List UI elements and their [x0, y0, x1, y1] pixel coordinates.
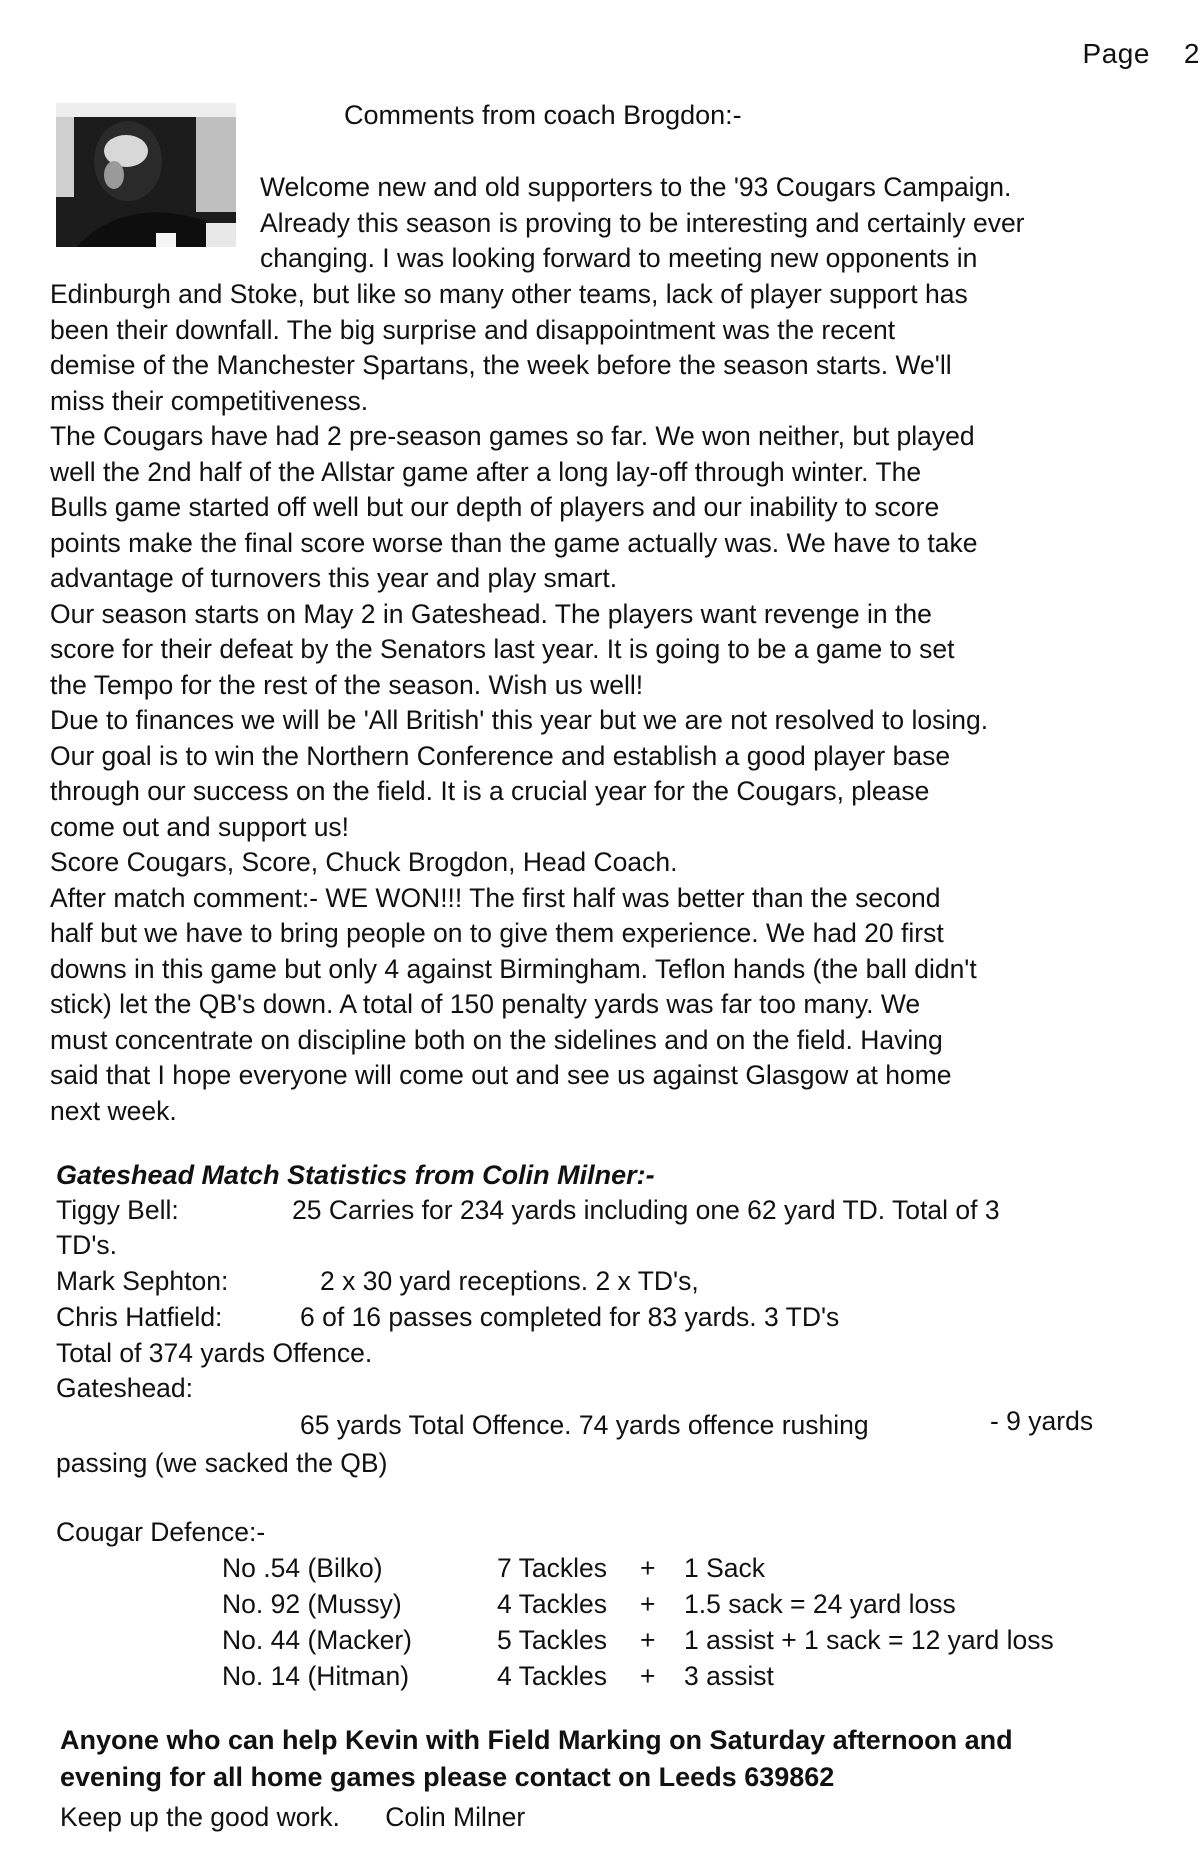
defence-plus: + [640, 1661, 656, 1691]
signoff-name: Colin Milner [385, 1802, 526, 1832]
body-line: been their downfall. The big surprise and disappointment was the recent [50, 314, 896, 345]
defence-extra: 1 Sack [684, 1553, 766, 1583]
body-line: score for their defeat by the Senators last year. It is going to be a game to set [50, 634, 955, 664]
defence-tackles: 4 Tackles [497, 1661, 607, 1691]
defence-title [56, 1517, 265, 1548]
lead-line: Already this season is proving to be interesting and certainly ever [260, 207, 1025, 238]
body-line: After match comment:- WE WON!!! The first half was better than the second [50, 882, 941, 913]
coach-photo-icon [56, 103, 236, 247]
body-line: the Tempo for the rest of the season. Wish us well! [50, 669, 644, 700]
stat-gateshead-passing [56, 1448, 387, 1479]
lead-line: changing. I was looking forward to meeting new opponents in [260, 243, 978, 273]
stat-value: 6 of 16 passes completed for 83 yards. 3 TD's [300, 1302, 840, 1332]
defence-tackles: 4 Tackles [497, 1589, 607, 1619]
body-line: come out and support us! [50, 811, 350, 842]
stat-gateshead-offence [300, 1410, 869, 1441]
body-line: miss their competitiveness. [50, 385, 369, 416]
match-statistics-title: Gateshead Match Statistics from Colin Milner:- [56, 1160, 655, 1190]
body-line: Due to finances we will be 'All British' this year but we are not resolved to losing. [50, 705, 989, 735]
appeal-line: evening for all home games please contact on Leeds 639862 [60, 1762, 835, 1792]
body-line: demise of the Manchester Spartans, the week before the season starts. We'll [50, 350, 952, 380]
field-marking-appeal [60, 1722, 1013, 1796]
coach-photo [56, 103, 236, 247]
stat-value: 25 Carries for 234 yards including one 62 yard TD. Total of 3 [292, 1195, 1000, 1225]
lead-line: Welcome new and old supporters to the '93 Cougars Campaign. [260, 172, 1012, 202]
coach-comments-heading: Comments from coach Brogdon:- [344, 100, 742, 130]
defence-player: No. 14 (Hitman) [222, 1661, 410, 1691]
stat-label: Chris Hatfield: [56, 1302, 223, 1332]
stat-value: 65 yards Total Offence. 74 yards offence rushing [300, 1410, 869, 1440]
defence-player: No. 92 (Mussy) [222, 1589, 402, 1619]
stat-value: 2 x 30 yard receptions. 2 x TD's, [320, 1266, 699, 1296]
defence-extra: 3 assist [684, 1661, 774, 1691]
defence-plus: + [640, 1553, 656, 1583]
body-line: Our season starts on May 2 in Gateshead. The players want revenge in the [50, 598, 932, 629]
stat-value: TD's. [56, 1230, 117, 1260]
body-line: Edinburgh and Stoke, but like so many other teams, lack of player support has [50, 279, 968, 309]
body-line: The Cougars have had 2 pre-season games so far. We won neither, but played [50, 421, 975, 451]
defence-plus: + [640, 1625, 656, 1655]
body-line: well the 2nd half of the Allstar game after a long lay-off through winter. The [50, 456, 922, 487]
body-line: Score Cougars, Score, Chuck Brogdon, Head Coach. [50, 847, 678, 877]
stat-value: Total of 374 yards Offence. [56, 1338, 373, 1368]
body-line: Bulls game started off well but our depth of players and our inability to score [50, 492, 940, 522]
stat-value: passing (we sacked the QB) [56, 1448, 388, 1478]
page-label: Page [1082, 38, 1150, 69]
stat-gateshead-passing-yards [990, 1406, 1093, 1437]
body-line: points make the final score worse than the game actually was. We have to take [50, 527, 978, 558]
page-number-value: 2 [1183, 38, 1200, 69]
defence-heading: Cougar Defence:- [56, 1517, 266, 1547]
body-line: advantage of turnovers this year and play smart. [50, 563, 618, 593]
appeal-line: Anyone who can help Kevin with Field Marking on Saturday afternoon and [60, 1725, 1013, 1755]
stat-value: - 9 yards [990, 1406, 1094, 1436]
body-line: must concentrate on discipline both on the sidelines and on the field. Having [50, 1024, 943, 1055]
coach-comments-body [50, 277, 988, 1129]
stat-gateshead-label [56, 1373, 193, 1404]
signoff-text: Keep up the good work. [60, 1802, 340, 1832]
body-line: downs in this game but only 4 against Birmingham. Teflon hands (the ball didn't [50, 953, 977, 984]
body-line: next week. [50, 1095, 177, 1126]
body-line: half but we have to bring people on to give them experience. We had 20 first [50, 918, 944, 948]
stat-label: Gateshead: [56, 1373, 194, 1403]
stat-tiggy-bell-cont [56, 1230, 117, 1261]
defence-plus: + [640, 1589, 656, 1619]
defence-player: No. 44 (Macker) [222, 1625, 412, 1655]
stat-label: Mark Sephton: [56, 1266, 229, 1296]
body-line: through our success on the field. It is a crucial year for the Cougars, please [50, 776, 930, 806]
defence-tackles: 7 Tackles [497, 1553, 607, 1583]
page-number [1083, 38, 1200, 70]
defence-extra: 1.5 sack = 24 yard loss [684, 1589, 956, 1619]
body-line: Our goal is to win the Northern Conference and establish a good player base [50, 740, 951, 771]
stat-total-offence [56, 1338, 372, 1369]
body-line: said that I hope everyone will come out and see us against Glasgow at home [50, 1060, 952, 1090]
defence-tackles: 5 Tackles [497, 1625, 607, 1655]
defence-extra: 1 assist + 1 sack = 12 yard loss [684, 1625, 1054, 1655]
lead-paragraph [260, 170, 1025, 277]
body-line: stick) let the QB's down. A total of 150 penalty yards was far too many. We [50, 989, 921, 1019]
signoff [60, 1802, 525, 1833]
defence-player: No .54 (Bilko) [222, 1553, 383, 1583]
stat-label: Tiggy Bell: [56, 1195, 179, 1225]
